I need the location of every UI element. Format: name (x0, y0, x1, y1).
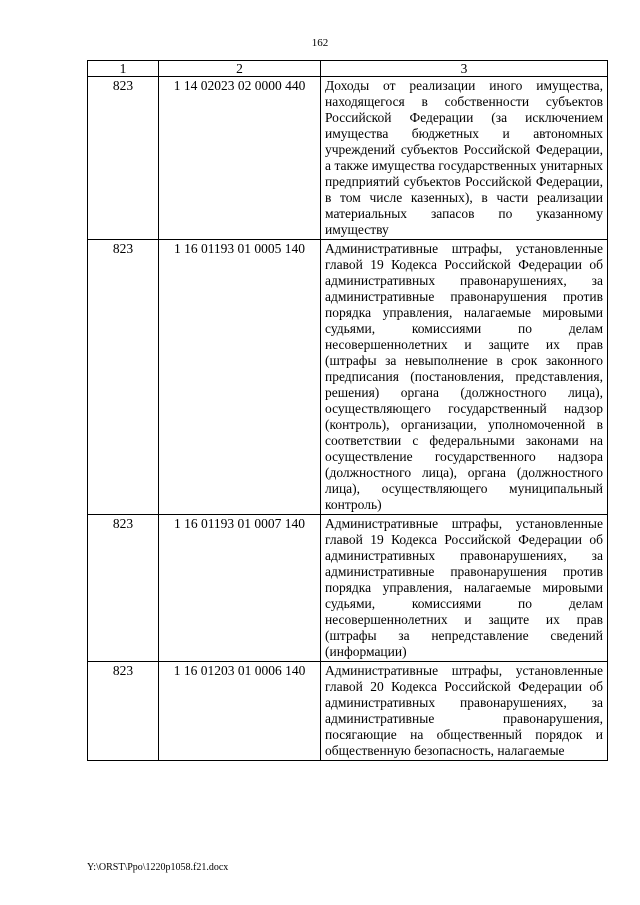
header-col-3: 3 (321, 61, 608, 77)
table-row (88, 662, 608, 761)
header-col-2: 2 (159, 61, 321, 77)
table-row (88, 77, 608, 240)
revenue-code-cell: 1 14 02023 02 0000 440 (159, 77, 321, 240)
header-col-1: 1 (88, 61, 159, 77)
admin-code-cell: 823 (88, 515, 159, 662)
table-row (88, 515, 608, 662)
revenue-description-cell: Доходы от реализации иного имущества, находящегося в собственности субъектов Российской Федерации (за исключением имущества бюджетных и автономных учреждений субъектов Российской Федерации, а также имущества государственных унитарных предприятий субъектов Российской Федерации, в том числе казенных), в части реализации материальных запасов по указанному имуществу (321, 77, 608, 240)
admin-code-cell: 823 (88, 240, 159, 515)
revenue-description-cell: Административные штрафы, установленные главой 19 Кодекса Российской Федерации об административных правонарушениях, за административные правонарушения против порядка управления, налагаемые мировыми судьями, комиссиями по делам несовершеннолетних и защите их прав (штрафы за непредставление сведений (информации) (321, 515, 608, 662)
revenue-code-cell: 1 16 01193 01 0007 140 (159, 515, 321, 662)
table-header-row (88, 61, 608, 77)
admin-code-cell: 823 (88, 77, 159, 240)
revenue-description-cell: Административные штрафы, установленные главой 20 Кодекса Российской Федерации об административных правонарушениях, за административные правонарушения, посягающие на общественный порядок и общественную безопасность, налагаемые (321, 662, 608, 761)
revenue-code-cell: 1 16 01203 01 0006 140 (159, 662, 321, 761)
footer-file-path: Y:\ORST\Ppo\1220p1058.f21.docx (87, 862, 229, 873)
revenue-codes-table (87, 60, 608, 761)
table-row (88, 240, 608, 515)
page-number: 162 (311, 37, 329, 49)
revenue-description-cell: Административные штрафы, установленные главой 19 Кодекса Российской Федерации об административных правонарушениях, за административные правонарушения против порядка управления, налагаемые мировыми судьями, комиссиями по делам несовершеннолетних и защите их прав (штрафы за невыполнение в срок законного предписания (постановления, представления, решения) органа (должностного лица), осуществляющего государственный надзор (контроль), организации, уполномоченной в соответствии с федеральными законами на осуществление государственного надзора (должностного лица), органа (должностного лица), осуществляющего муниципальный контроль) (321, 240, 608, 515)
admin-code-cell: 823 (88, 662, 159, 761)
revenue-code-cell: 1 16 01193 01 0005 140 (159, 240, 321, 515)
